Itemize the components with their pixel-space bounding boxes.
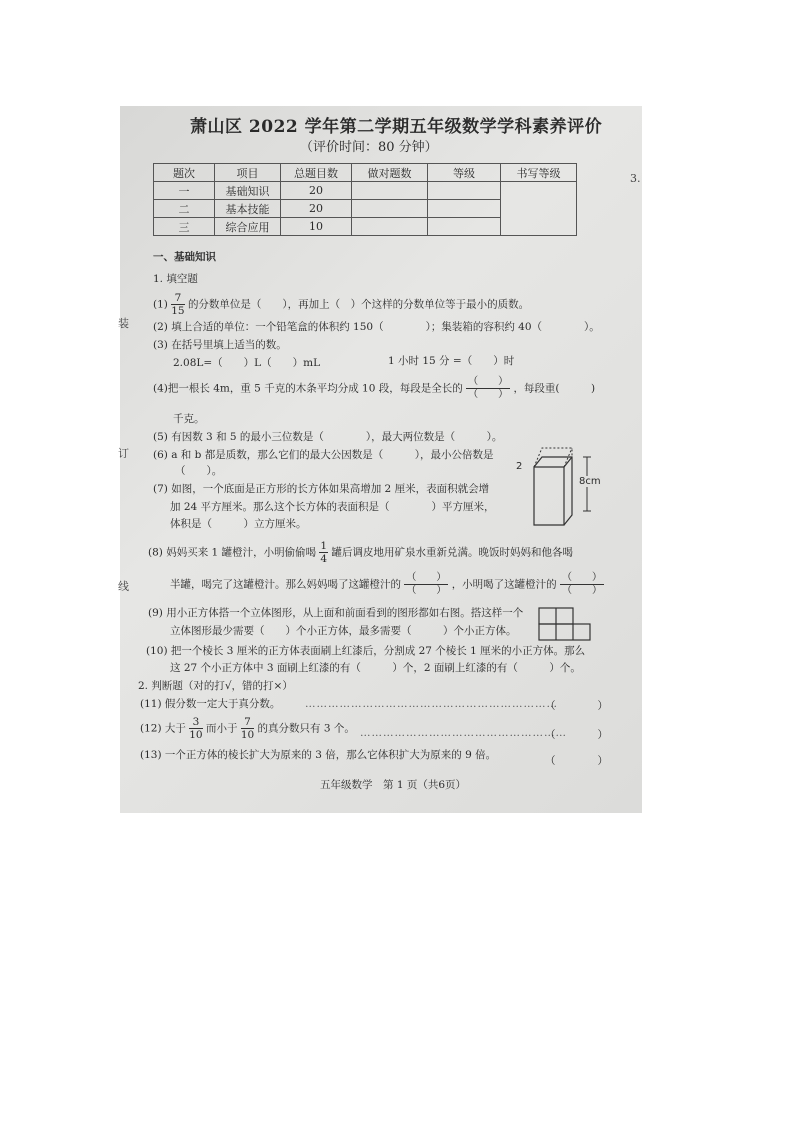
- question-9-line2: 立体图形最少需要（ ）个小正方体，最多需要（ ）个小正方体。: [170, 625, 517, 637]
- leader-dots: ………………………………………………: [360, 727, 567, 739]
- question-11: (11) 假分数一定大于真分数。: [140, 698, 281, 710]
- question-10: (10) 把一个棱长 3 厘米的正方体表面刷上红漆后，分割成 27 个棱长 1 厘米的小正方体。那么: [146, 645, 586, 657]
- question-12: (12) 大于 $\frac{3}{10}$ 而小于 $\frac{7}{10}$ 的真分数只有 3 个。: [140, 716, 355, 741]
- leader-dots: …………………………………………………………: [305, 698, 558, 710]
- question-7: (7) 如图，一个底面是正方形的长方体如果高增加 2 厘米，表面积就会增: [153, 483, 490, 495]
- answer-paren[interactable]: （ ）: [545, 755, 608, 767]
- answer-fraction[interactable]: $\frac{( )}{( )}$: [406, 572, 447, 596]
- table-cell: 10: [281, 218, 352, 236]
- table-row: [154, 182, 577, 200]
- margin-mark-xian: 线: [118, 580, 129, 593]
- margin-mark-ding: 订: [118, 447, 129, 460]
- table-cell: 一: [154, 182, 215, 200]
- table-cell: 20: [281, 182, 352, 200]
- question-6: (6) a 和 b 都是质数，那么它们的最大公因数是（ ），最小公倍数是: [153, 449, 494, 461]
- table-cell: [428, 200, 501, 218]
- table-cell: 基本技能: [215, 200, 281, 218]
- question-1: (1) $\frac{7}{15}$ 的分数单位是（ ），再加上（ ）个这样的分数单位等于最小的质数。: [153, 292, 530, 317]
- question-4: (4)把一根长 4m，重 5 千克的木条平均分成 10 段，每段是全长的 $\frac{( )}{( )}$ ，每段重( ): [153, 376, 596, 400]
- question-6-continued: （ ）。: [175, 465, 223, 477]
- fraction: $\frac{7}{10}$: [240, 716, 255, 741]
- question-3b: 1 小时 15 分 =（ ）时: [388, 355, 515, 367]
- score-table: [153, 163, 577, 236]
- question-8-continued: 半罐，喝完了这罐橙汁。那么妈妈喝了这罐橙汁的 $\frac{( )}{( )}$ ，小明喝了这罐橙汁的 $\frac{( )}{( )}$: [170, 572, 603, 596]
- question-3: (3) 在括号里填上适当的数。: [153, 339, 287, 351]
- page-subtitle: （评价时间：80 分钟）: [300, 140, 438, 155]
- figure-label-height: 8cm: [579, 476, 601, 487]
- question-5: (5) 有因数 3 和 5 的最小三位数是（ ），最大两位数是（ ）。: [153, 431, 503, 443]
- question-4-continued: 千克。: [173, 413, 205, 425]
- table-cell: [352, 218, 428, 236]
- fraction: $\frac{7}{15}$: [171, 292, 185, 317]
- answer-paren[interactable]: （ ）: [545, 729, 608, 741]
- table-cell: 二: [154, 200, 215, 218]
- exam-sheet-photo: [120, 106, 642, 813]
- table-cell: 20: [281, 200, 352, 218]
- fraction: $\frac{1}{4}$: [320, 540, 328, 565]
- question-2: (2) 填上合适的单位：一个铅笔盒的体积约 150（ ）；集装箱的容积约 40（ ）。: [153, 321, 600, 333]
- table-header-cell: 等级: [428, 164, 501, 182]
- answer-fraction[interactable]: $\frac{( )}{( )}$: [468, 376, 509, 400]
- table-header-cell: 做对题数: [352, 164, 428, 182]
- table-cell: 综合应用: [215, 218, 281, 236]
- block-view-figure: [538, 607, 592, 641]
- adjacent-page-mark: 3.: [630, 172, 641, 185]
- table-cell: [352, 200, 428, 218]
- answer-fraction[interactable]: $\frac{( )}{( )}$: [562, 572, 603, 596]
- subsection-heading: 2. 判断题（对的打√，错的打×）: [138, 680, 293, 692]
- margin-mark-zhuang: 装: [118, 317, 129, 330]
- subsection-heading: 1. 填空题: [153, 273, 198, 285]
- table-cell: [352, 182, 428, 200]
- question-7-line3: 体积是（ ）立方厘米。: [170, 518, 307, 530]
- section-heading: 一、基础知识: [153, 251, 216, 263]
- table-header-cell: 书写等级: [501, 164, 577, 182]
- table-cell: [428, 182, 501, 200]
- answer-paren[interactable]: （ ）: [545, 700, 608, 712]
- question-9: (9) 用小正方体搭一个立体图形，从上面和前面看到的图形都如右图。搭这样一个: [148, 607, 524, 619]
- question-3a: 2.08L=（ ）L（ ）mL: [173, 357, 321, 369]
- cuboid-figure: [512, 442, 612, 532]
- figure-label-height-increase: 2: [516, 461, 523, 472]
- table-cell: [501, 182, 577, 236]
- table-header-row: [154, 164, 577, 182]
- page-footer: 五年级数学 第 1 页（共6页）: [320, 779, 467, 791]
- question-10-line2: 这 27 个小正方体中 3 面刷上红漆的有（ ）个，2 面刷上红漆的有（ ）个。: [170, 662, 581, 674]
- table-header-cell: 题次: [154, 164, 215, 182]
- question-7-line2: 加 24 平方厘米。那么这个长方体的表面积是（ ）平方厘米，: [170, 501, 495, 513]
- table-cell: [428, 218, 501, 236]
- table-header-cell: 总题目数: [281, 164, 352, 182]
- fraction: $\frac{3}{10}$: [189, 716, 203, 741]
- table-header-cell: 项目: [215, 164, 281, 182]
- question-8: (8) 妈妈买来 1 罐橙汁，小明偷偷喝 $\frac{1}{4}$ 罐后调皮地用矿泉水重新兑满。晚饭时妈妈和他各喝: [148, 540, 573, 565]
- table-cell: 三: [154, 218, 215, 236]
- page-title: 萧山区 2022 学年第二学期五年级数学学科素养评价: [190, 117, 603, 137]
- question-13: (13) 一个正方体的棱长扩大为原来的 3 倍，那么它体积扩大为原来的 9 倍。: [140, 749, 497, 761]
- table-cell: 基础知识: [215, 182, 281, 200]
